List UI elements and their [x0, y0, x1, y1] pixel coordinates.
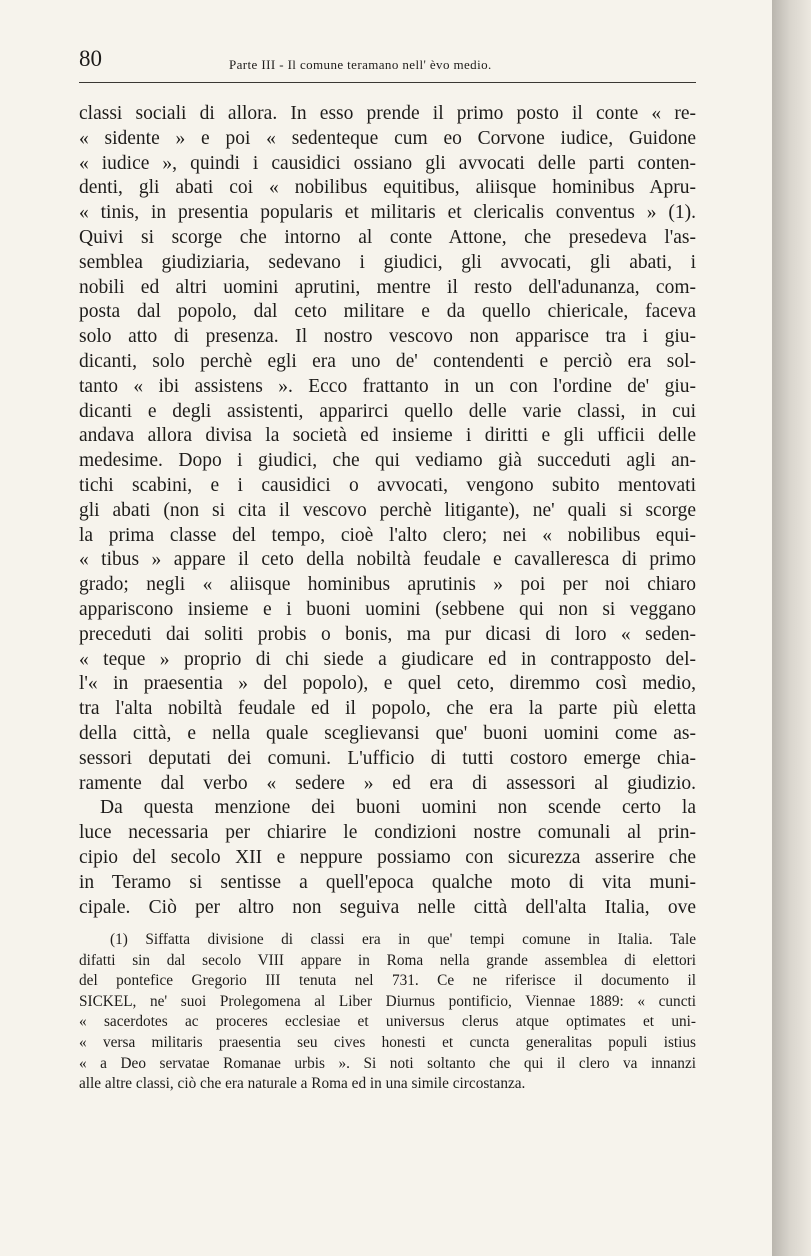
text-line: « sidente » e poi « sedenteque cum eo Corvone iudice, Guidone [79, 127, 696, 149]
text-line: classi sociali di allora. In esso prende il primo posto il conte « re- [79, 103, 696, 124]
text-line: Da questa menzione dei buoni uomini non scende certo la [100, 797, 696, 819]
footnote-line: difatti sin dal secolo VIII appare in Roma nella grande assemblea di elettori [79, 951, 696, 969]
text-line: « teque » proprio di chi siede a giudicare ed in contrapposto del- [79, 648, 696, 670]
running-head: Parte III - Il comune teramano nell' èvo medio. [229, 57, 492, 72]
text-line: tichi scabini, e i causidici o avvocati, vengono subito mentovati [79, 474, 696, 496]
page-number: 80 [79, 46, 102, 71]
footnote-line: SICKEL, ne' suoi Prolegomena al Liber Diurnus pontificio, Viennae 1889: « cuncti [79, 992, 696, 1010]
text-line: dicanti e degli assistenti, apparirci quello delle varie classi, in cui [79, 400, 696, 422]
text-line: l'« in praesentia » del popolo), e quel ceto, diremmo così medio, [79, 673, 696, 695]
text-line: posta dal popolo, dal ceto militare e da quello chiericale, faceva [79, 301, 696, 323]
footnote-line: alle altre classi, ciò che era naturale a Roma ed in una simile circostanza. [79, 1075, 526, 1093]
text-line: grado; negli « aliisque hominibus aprutinis » poi per noi chiaro [79, 574, 696, 596]
text-line: dicanti, solo perchè egli era uno de' contendenti e perciò era sol- [79, 350, 696, 372]
text-line: in Teramo si sentisse a quell'epoca qualche moto di vita muni- [79, 871, 696, 893]
text-line: sessori deputati dei comuni. L'ufficio di tutti costoro emerge chia- [79, 747, 696, 769]
text-line: la prima classe del tempo, cioè l'alto clero; nei « nobilibus equi- [79, 524, 696, 546]
text-line: della città, e nella quale sceglievansi que' buoni uomini come as- [79, 722, 696, 744]
text-line: tra l'alta nobiltà feudale ed il popolo, che era la parte più eletta [79, 698, 696, 720]
text-line: « tibus » appare il ceto della nobiltà feudale e cavalleresca di primo [79, 549, 696, 571]
text-line: denti, gli abati coi « nobilibus equitibus, aliisque hominibus Apru- [79, 177, 696, 199]
text-line: solo atto di presenza. Il nostro vescovo non apparisce tra i giu- [79, 326, 696, 348]
footnotes [79, 930, 696, 1095]
text-line: tanto « ibi assistens ». Ecco frattanto in un con l'ordine de' giu- [79, 375, 696, 397]
header-rule [79, 82, 696, 83]
text-line: andava allora divisa la società ed insieme i diritti e gli ufficii delle [79, 425, 696, 447]
text-line: nobili ed altri uomini aprutini, mentre il resto dell'adunanza, com- [79, 276, 696, 298]
text-line: luce necessaria per chiarire le condizioni nostre comunali al prin- [79, 822, 696, 844]
text-line: appariscono insieme e i buoni uomini (sebbene qui non si veggano [79, 598, 696, 620]
text-line: « iudice », quindi i causidici ossiano gli avvocati delle parti conten- [79, 152, 696, 174]
text-line: medesime. Dopo i giudici, che qui vediamo già succeduti agli an- [79, 450, 696, 472]
text-line: Quivi si scorge che intorno al conte Attone, che presedeva l'as- [79, 226, 696, 248]
text-line: semblea giudiziaria, sedevano i giudici, gli avvocati, gli abati, i [79, 251, 696, 273]
text-line: « tinis, in presentia popularis et militaris et clericalis conventus » (1). [79, 202, 696, 224]
text-line: gli abati (non si cita il vescovo perchè litigante), ne' quali si scorge [79, 499, 696, 521]
text-line: preceduti dai soliti probis o bonis, ma pur dicasi di loro « seden- [79, 623, 696, 645]
text-line: ramente dal verbo « sedere » ed era di assessori al giudizio. [79, 772, 696, 794]
footnote-line: (1) Siffatta divisione di classi era in que' tempi comune in Italia. Tale [110, 931, 696, 948]
footnote-line: del pontefice Gregorio III tenuta nel 731. Ce ne riferisce il documento il [79, 972, 696, 990]
footnote-line: « versa militaris praesentia seu cives honesti et cuncta generalitas populi istius [79, 1033, 696, 1051]
body-text [79, 102, 696, 920]
text-line: cipio del secolo XII e neppure possiamo con sicurezza asserire che [79, 846, 696, 868]
footnote-line: « sacerdotes ac proceres ecclesiae et universus clerus atque optimates et uni- [79, 1013, 696, 1031]
page-header [79, 46, 694, 80]
text-line: cipale. Ciò per altro non seguiva nelle città dell'alta Italia, ove [79, 896, 696, 918]
footnote-line: « a Deo servatae Romanae urbis ». Si noti soltanto che qui il clero va innanzi [79, 1054, 696, 1072]
page-edge-shadow [772, 0, 811, 1256]
